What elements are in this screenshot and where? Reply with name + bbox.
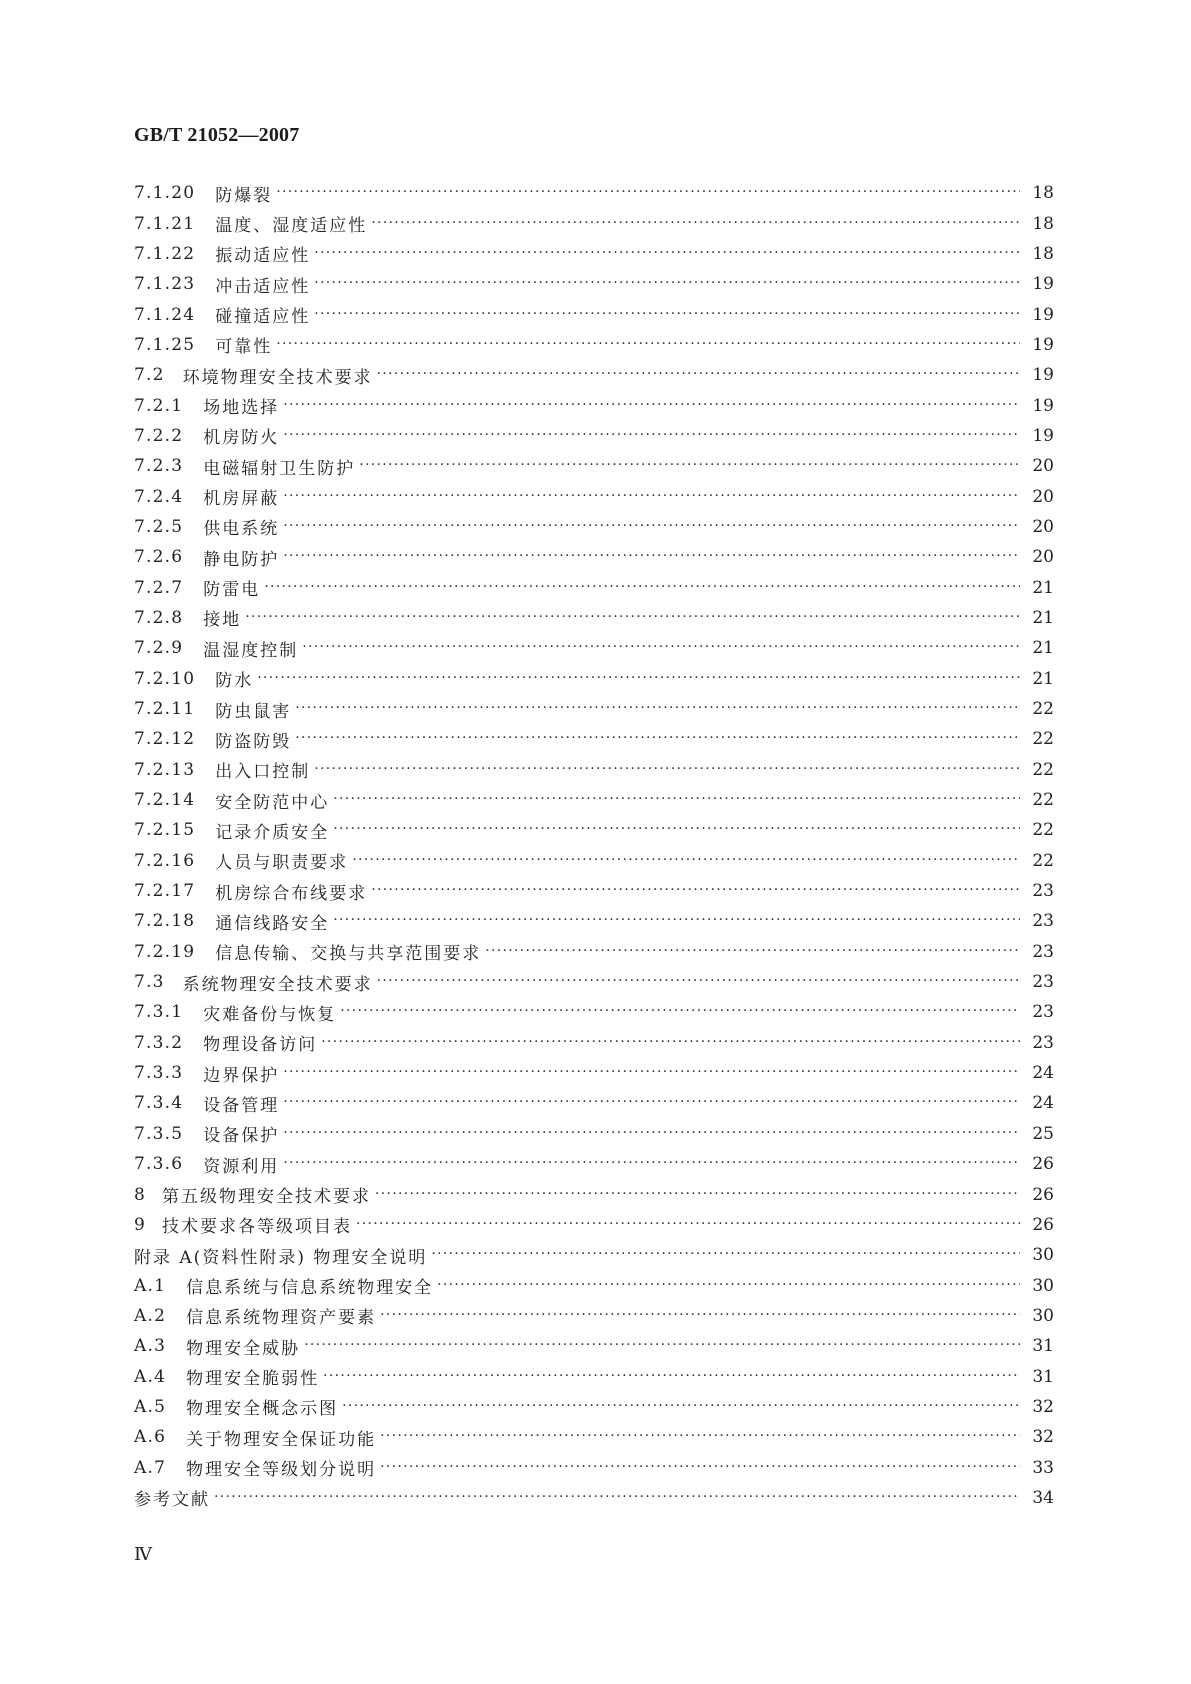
toc-dot-leader: [323, 1368, 1020, 1384]
toc-dot-leader: [283, 1064, 1020, 1080]
toc-entry-page: 18: [1032, 213, 1054, 234]
toc-dot-leader: [295, 700, 1020, 716]
toc-entry[interactable]: [134, 239, 1054, 269]
toc-entry-page: 22: [1032, 790, 1054, 811]
toc-entry-number: 7.3.4: [134, 1093, 184, 1114]
toc-entry-page: 18: [1032, 183, 1054, 204]
toc-entry-number: 7.1.20: [134, 183, 196, 204]
toc-entry-page: 20: [1032, 486, 1054, 507]
toc-entry-number: A.4: [134, 1366, 167, 1387]
toc-entry-title: 边界保护: [203, 1065, 280, 1086]
toc-dot-leader: [283, 488, 1020, 504]
toc-entry-title: 温度、湿度适应性: [215, 216, 368, 237]
page-number: Ⅳ: [134, 1544, 152, 1564]
toc-entry[interactable]: [134, 1210, 1054, 1240]
toc-entry-title: 通信线路安全: [215, 913, 330, 934]
toc-entry-title: 防爆裂: [215, 185, 273, 206]
toc-entry-number: 7.1.21: [134, 213, 196, 234]
toc-dot-leader: [283, 518, 1020, 534]
toc-entry-page: 25: [1032, 1123, 1054, 1144]
toc-entry[interactable]: [134, 664, 1054, 694]
toc-dot-leader: [333, 912, 1020, 928]
toc-entry-title: 场地选择: [203, 398, 280, 419]
toc-entry-number: A.7: [134, 1457, 167, 1478]
toc-entry-number: 9: [134, 1214, 147, 1235]
toc-entry-title: 资源利用: [203, 1156, 280, 1177]
toc-entry-page: 23: [1032, 941, 1054, 962]
toc-dot-leader: [340, 1003, 1020, 1019]
document-code: GB/T 21052—2007: [134, 124, 300, 146]
toc-entry-title: 第五级物理安全技术要求: [162, 1187, 372, 1208]
toc-entry-title: 振动适应性: [215, 246, 311, 267]
toc-entry-title: 环境物理安全技术要求: [182, 367, 373, 388]
toc-entry-number: 7.2.7: [134, 577, 184, 598]
table-of-contents: [134, 178, 1054, 1513]
toc-dot-leader: [257, 670, 1020, 686]
toc-entry[interactable]: [134, 1270, 1054, 1300]
toc-entry[interactable]: [134, 269, 1054, 299]
toc-entry[interactable]: [134, 846, 1054, 876]
toc-entry-title: 物理设备访问: [203, 1035, 318, 1056]
toc-entry[interactable]: [134, 755, 1054, 785]
toc-entry-page: 23: [1032, 1032, 1054, 1053]
toc-entry[interactable]: [134, 421, 1054, 451]
toc-entry-page: 23: [1032, 911, 1054, 932]
toc-entry-number: 7.3.3: [134, 1063, 184, 1084]
toc-dot-leader: [314, 245, 1020, 261]
toc-dot-leader: [276, 336, 1020, 352]
toc-entry-number: 8: [134, 1184, 147, 1205]
toc-dot-leader: [283, 1125, 1020, 1141]
toc-dot-leader: [333, 791, 1020, 807]
toc-entry-number: A.2: [134, 1305, 167, 1326]
toc-entry-title: 防水: [215, 671, 254, 692]
toc-entry-page: 19: [1032, 274, 1054, 295]
toc-entry-page: 30: [1032, 1275, 1054, 1296]
toc-entry-title: 物理安全脆弱性: [186, 1369, 320, 1390]
toc-entry-page: 22: [1032, 850, 1054, 871]
toc-entry-number: 7.2.19: [134, 941, 196, 962]
toc-entry-page: 31: [1032, 1366, 1054, 1387]
toc-dot-leader: [283, 1155, 1020, 1171]
toc-entry[interactable]: [134, 967, 1054, 997]
toc-entry-page: 21: [1032, 577, 1054, 598]
toc-entry[interactable]: [134, 208, 1054, 238]
toc-entry[interactable]: [134, 1452, 1054, 1482]
toc-entry[interactable]: [134, 724, 1054, 754]
toc-entry[interactable]: [134, 1088, 1054, 1118]
toc-entry[interactable]: [134, 1240, 1054, 1270]
toc-entry-page: 19: [1032, 365, 1054, 386]
toc-entry-number: 7.1.25: [134, 334, 196, 355]
toc-entry-page: 26: [1032, 1214, 1054, 1235]
toc-entry-title: 设备管理: [203, 1095, 280, 1116]
toc-entry-page: 19: [1032, 334, 1054, 355]
toc-entry-number: 7.2.14: [134, 790, 196, 811]
toc-entry-page: 32: [1032, 1396, 1054, 1417]
toc-dot-leader: [283, 427, 1020, 443]
toc-entry[interactable]: [134, 937, 1054, 967]
toc-entry-page: 19: [1032, 395, 1054, 416]
toc-entry-number: 7.2.10: [134, 668, 196, 689]
toc-entry-page: 30: [1032, 1245, 1054, 1266]
toc-entry[interactable]: [134, 390, 1054, 420]
toc-entry-page: 24: [1032, 1063, 1054, 1084]
toc-entry-number: A.3: [134, 1336, 167, 1357]
toc-entry[interactable]: [134, 1179, 1054, 1209]
toc-entry[interactable]: [134, 330, 1054, 360]
toc-dot-leader: [245, 609, 1020, 625]
toc-dot-leader: [342, 1398, 1020, 1414]
toc-entry-title: 接地: [203, 610, 242, 631]
toc-dot-leader: [359, 457, 1020, 473]
toc-entry-page: 22: [1032, 820, 1054, 841]
toc-entry-number: 7.2.4: [134, 486, 184, 507]
toc-entry-title: 技术要求各等级项目表: [162, 1217, 353, 1238]
toc-entry-title: 供电系统: [203, 519, 280, 540]
toc-dot-leader: [356, 1216, 1020, 1232]
toc-entry[interactable]: [134, 694, 1054, 724]
toc-entry-title: 设备保护: [203, 1126, 280, 1147]
toc-entry-page: 34: [1032, 1487, 1054, 1508]
toc-dot-leader: [377, 973, 1020, 989]
toc-entry[interactable]: [134, 1331, 1054, 1361]
toc-entry-number: A.1: [134, 1275, 167, 1296]
toc-entry[interactable]: [134, 1058, 1054, 1088]
toc-entry-title: 防虫鼠害: [215, 701, 292, 722]
toc-entry-number: 7.2.13: [134, 759, 196, 780]
toc-dot-leader: [314, 275, 1020, 291]
toc-entry-page: 22: [1032, 729, 1054, 750]
toc-entry-number: 7.3.2: [134, 1032, 184, 1053]
toc-entry[interactable]: [134, 451, 1054, 481]
toc-entry[interactable]: [134, 1028, 1054, 1058]
toc-dot-leader: [276, 184, 1020, 200]
toc-entry-number: 7.1.22: [134, 243, 196, 264]
toc-entry-title: 温湿度控制: [203, 640, 299, 661]
toc-dot-leader: [431, 1246, 1020, 1262]
toc-entry-page: 18: [1032, 243, 1054, 264]
toc-dot-leader: [295, 730, 1020, 746]
toc-entry[interactable]: [134, 572, 1054, 602]
toc-dot-leader: [283, 548, 1020, 564]
toc-entry-title: 冲击适应性: [215, 276, 311, 297]
toc-entry-page: 20: [1032, 516, 1054, 537]
toc-dot-leader: [264, 579, 1020, 595]
toc-entry-page: 19: [1032, 425, 1054, 446]
toc-entry[interactable]: [134, 1483, 1054, 1513]
toc-entry-number: A.6: [134, 1427, 167, 1448]
toc-entry-title: 防盗防毁: [215, 731, 292, 752]
toc-entry-title: 碰撞适应性: [215, 307, 311, 328]
toc-entry[interactable]: [134, 542, 1054, 572]
toc-dot-leader: [352, 852, 1020, 868]
toc-entry-title: 记录介质安全: [215, 822, 330, 843]
toc-entry-title: 机房综合布线要求: [215, 883, 368, 904]
toc-entry[interactable]: [134, 997, 1054, 1027]
toc-entry-title: 附录 A(资料性附录) 物理安全说明: [134, 1247, 428, 1268]
toc-entry-title: 关于物理安全保证功能: [186, 1429, 377, 1450]
toc-entry-number: 7.2.15: [134, 820, 196, 841]
toc-entry[interactable]: [134, 1149, 1054, 1179]
toc-entry-number: A.5: [134, 1396, 167, 1417]
toc-entry-title: 参考文献: [134, 1490, 210, 1511]
toc-entry[interactable]: [134, 299, 1054, 329]
toc-entry-number: 7.2.12: [134, 729, 196, 750]
toc-entry-number: 7.3.5: [134, 1123, 184, 1144]
toc-entry-title: 电磁辐射卫生防护: [203, 458, 356, 479]
toc-dot-leader: [302, 639, 1020, 655]
toc-entry[interactable]: [134, 1392, 1054, 1422]
toc-dot-leader: [380, 1428, 1020, 1444]
toc-dot-leader: [380, 1307, 1020, 1323]
toc-entry[interactable]: [134, 1361, 1054, 1391]
toc-entry[interactable]: [134, 178, 1054, 208]
toc-dot-leader: [375, 1186, 1020, 1202]
toc-dot-leader: [214, 1489, 1020, 1505]
toc-entry-page: 26: [1032, 1154, 1054, 1175]
toc-dot-leader: [321, 1034, 1020, 1050]
toc-dot-leader: [304, 1337, 1020, 1353]
toc-entry[interactable]: [134, 1119, 1054, 1149]
toc-entry-title: 系统物理安全技术要求: [182, 974, 373, 995]
toc-entry-number: 7.2.6: [134, 547, 184, 568]
toc-entry-page: 23: [1032, 1002, 1054, 1023]
toc-entry-page: 20: [1032, 456, 1054, 477]
toc-entry-number: 7.2.2: [134, 425, 184, 446]
toc-entry-title: 出入口控制: [215, 762, 311, 783]
toc-entry[interactable]: [134, 815, 1054, 845]
toc-entry[interactable]: [134, 1422, 1054, 1452]
toc-entry-title: 机房屏蔽: [203, 489, 280, 510]
toc-dot-leader: [283, 1094, 1020, 1110]
toc-dot-leader: [371, 215, 1020, 231]
toc-entry-number: 7.3.1: [134, 1002, 184, 1023]
toc-entry-page: 22: [1032, 699, 1054, 720]
toc-dot-leader: [437, 1277, 1020, 1293]
toc-dot-leader: [314, 761, 1020, 777]
toc-entry-page: 32: [1032, 1427, 1054, 1448]
toc-entry-page: 31: [1032, 1336, 1054, 1357]
toc-entry[interactable]: [134, 603, 1054, 633]
toc-entry-title: 信息传输、交换与共享范围要求: [215, 944, 482, 965]
toc-entry-page: 26: [1032, 1184, 1054, 1205]
toc-entry-title: 防雷电: [203, 580, 261, 601]
toc-entry[interactable]: [134, 906, 1054, 936]
toc-entry-page: 21: [1032, 607, 1054, 628]
toc-entry[interactable]: [134, 360, 1054, 390]
toc-dot-leader: [371, 882, 1020, 898]
toc-entry-page: 23: [1032, 881, 1054, 902]
toc-entry[interactable]: [134, 633, 1054, 663]
toc-entry-number: 7.2.3: [134, 456, 184, 477]
toc-entry-title: 安全防范中心: [215, 792, 330, 813]
toc-entry-title: 物理安全概念示图: [186, 1399, 339, 1420]
toc-entry-page: 24: [1032, 1093, 1054, 1114]
toc-entry-title: 可靠性: [215, 337, 273, 358]
toc-entry-page: 22: [1032, 759, 1054, 780]
toc-entry-page: 33: [1032, 1457, 1054, 1478]
toc-entry[interactable]: [134, 785, 1054, 815]
toc-entry-title: 静电防护: [203, 549, 280, 570]
toc-entry-number: 7.2.8: [134, 607, 184, 628]
toc-dot-leader: [283, 397, 1020, 413]
toc-dot-leader: [380, 1459, 1020, 1475]
toc-entry-page: 21: [1032, 638, 1054, 659]
toc-entry-title: 物理安全等级划分说明: [186, 1460, 377, 1481]
toc-entry-number: 7.3.6: [134, 1154, 184, 1175]
toc-entry-title: 信息系统物理资产要素: [186, 1308, 377, 1329]
toc-entry-number: 7.3: [134, 972, 165, 993]
toc-entry-number: 7.1.23: [134, 274, 196, 295]
toc-entry-number: 7.2.18: [134, 911, 196, 932]
toc-dot-leader: [485, 943, 1020, 959]
toc-entry-number: 7.2.5: [134, 516, 184, 537]
toc-entry-page: 23: [1032, 972, 1054, 993]
toc-entry-title: 机房防火: [203, 428, 280, 449]
toc-entry-number: 7.1.24: [134, 304, 196, 325]
toc-entry[interactable]: [134, 876, 1054, 906]
toc-entry-title: 人员与职责要求: [215, 853, 349, 874]
toc-entry-page: 30: [1032, 1305, 1054, 1326]
toc-entry-title: 信息系统与信息系统物理安全: [186, 1278, 434, 1299]
toc-dot-leader: [314, 306, 1020, 322]
toc-entry-number: 7.2.1: [134, 395, 184, 416]
toc-entry-number: 7.2: [134, 365, 165, 386]
toc-entry[interactable]: [134, 1301, 1054, 1331]
toc-entry-page: 21: [1032, 668, 1054, 689]
toc-entry[interactable]: [134, 481, 1054, 511]
toc-entry-page: 19: [1032, 304, 1054, 325]
toc-entry-page: 20: [1032, 547, 1054, 568]
toc-entry-title: 物理安全威胁: [186, 1338, 301, 1359]
toc-entry-number: 7.2.11: [134, 699, 196, 720]
toc-entry-number: 7.2.17: [134, 881, 196, 902]
toc-entry[interactable]: [134, 512, 1054, 542]
toc-entry-number: 7.2.9: [134, 638, 184, 659]
toc-entry-number: 7.2.16: [134, 850, 196, 871]
toc-entry-title: 灾难备份与恢复: [203, 1004, 337, 1025]
toc-dot-leader: [333, 821, 1020, 837]
toc-dot-leader: [377, 366, 1020, 382]
